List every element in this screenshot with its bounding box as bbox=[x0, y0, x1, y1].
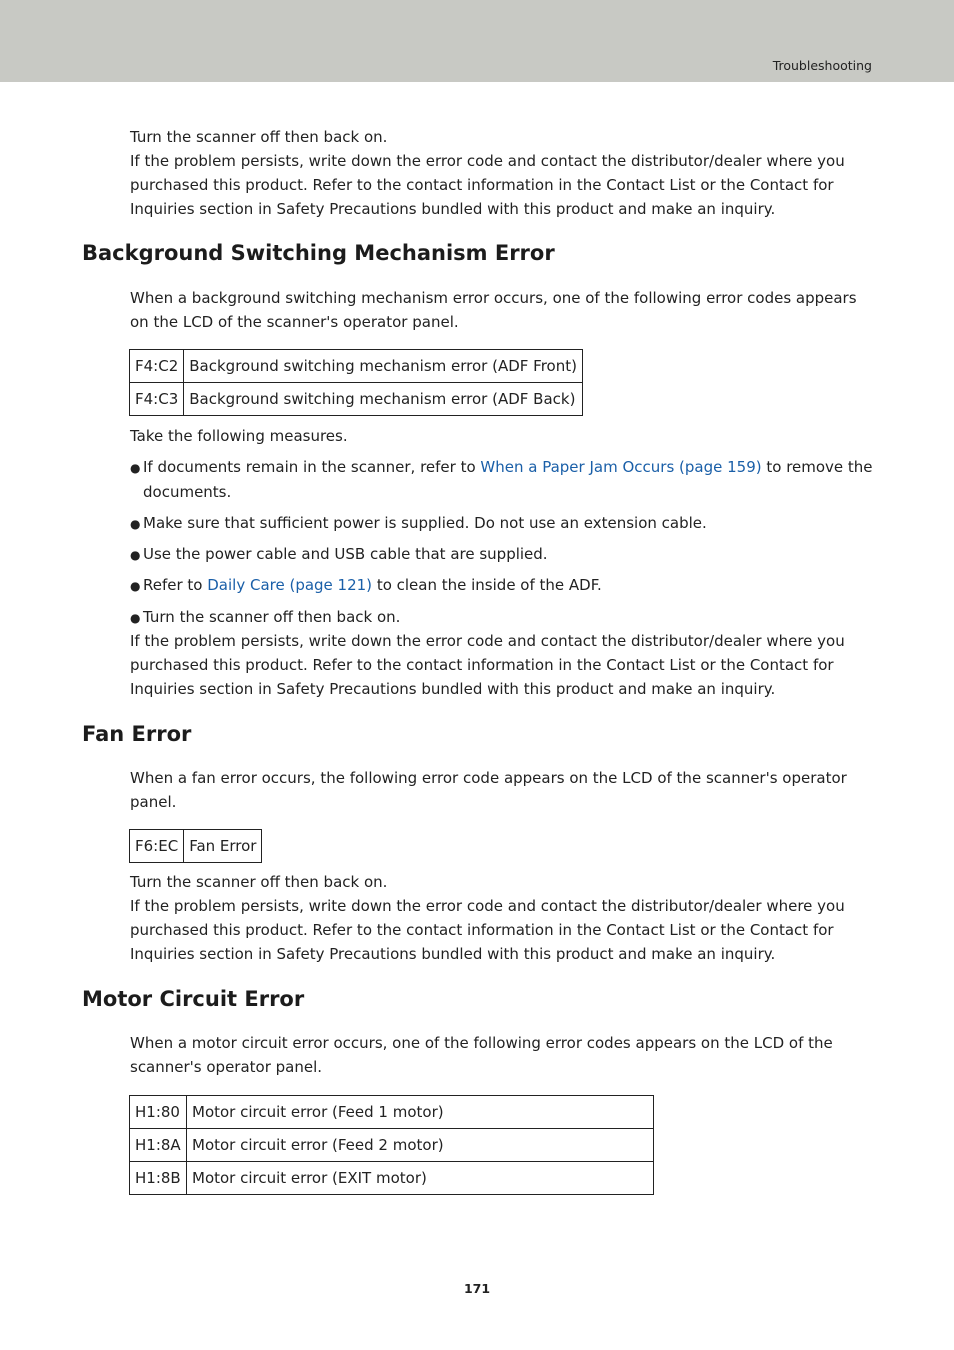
after-line: If the problem persists, write down the error code and contact the distributor/dealer where you bbox=[130, 632, 845, 650]
error-code: H1:8B bbox=[130, 1162, 187, 1195]
table-row bbox=[130, 1096, 654, 1129]
error-description: Fan Error bbox=[184, 830, 262, 863]
header-band bbox=[0, 0, 954, 82]
error-code-table-fan bbox=[129, 829, 262, 863]
measures-intro: Take the following measures. bbox=[130, 427, 348, 445]
intro-line: If the problem persists, write down the error code and contact the distributor/dealer where you bbox=[130, 152, 845, 170]
table-row bbox=[130, 350, 583, 383]
page-number: 171 bbox=[463, 1281, 491, 1296]
header-title: Troubleshooting bbox=[772, 58, 872, 73]
error-description: Background switching mechanism error (ADF Back) bbox=[184, 383, 583, 416]
error-code: F6:EC bbox=[130, 830, 184, 863]
section-desc: When a fan error occurs, the following error code appears on the LCD of the scanner's operator bbox=[130, 769, 847, 787]
error-description: Background switching mechanism error (ADF Front) bbox=[184, 350, 583, 383]
fan-line: If the problem persists, write down the error code and contact the distributor/dealer where you bbox=[130, 897, 845, 915]
table-row bbox=[130, 830, 262, 863]
table-row bbox=[130, 1162, 654, 1195]
section-title-motor-circuit: Motor Circuit Error bbox=[82, 987, 305, 1011]
bullet-continuation: documents. bbox=[143, 483, 232, 501]
bullet-item bbox=[130, 455, 873, 480]
section-desc: scanner's operator panel. bbox=[130, 1058, 323, 1076]
section-desc: When a motor circuit error occurs, one of the following error codes appears on the LCD of the bbox=[130, 1034, 833, 1052]
bullet-item bbox=[130, 511, 707, 536]
bullet-text: to clean the inside of the ADF. bbox=[372, 576, 602, 594]
section-title-background-switching: Background Switching Mechanism Error bbox=[82, 241, 555, 265]
bullet-text: Use the power cable and USB cable that are supplied. bbox=[143, 545, 548, 563]
error-code: F4:C2 bbox=[130, 350, 184, 383]
daily-care-link[interactable]: Daily Care (page 121) bbox=[207, 576, 373, 594]
after-line: Inquiries section in Safety Precautions bundled with this product and make an inquiry. bbox=[130, 680, 776, 698]
error-description: Motor circuit error (Feed 2 motor) bbox=[187, 1129, 654, 1162]
error-code-table-background bbox=[129, 349, 583, 416]
bullet-item bbox=[130, 605, 400, 630]
section-desc: When a background switching mechanism error occurs, one of the following error codes appears bbox=[130, 289, 857, 307]
fan-line: Inquiries section in Safety Precautions bundled with this product and make an inquiry. bbox=[130, 945, 776, 963]
section-title-fan-error: Fan Error bbox=[82, 722, 192, 746]
intro-line: purchased this product. Refer to the contact information in the Contact List or the Contact for bbox=[130, 176, 834, 194]
table-row bbox=[130, 1129, 654, 1162]
after-line: purchased this product. Refer to the contact information in the Contact List or the Contact for bbox=[130, 656, 834, 674]
fan-line: Turn the scanner off then back on. bbox=[130, 873, 388, 891]
bullet-dot-icon: ● bbox=[130, 548, 141, 562]
error-code: H1:80 bbox=[130, 1096, 187, 1129]
paper-jam-link[interactable]: When a Paper Jam Occurs (page 159) bbox=[480, 458, 762, 476]
bullet-text: Turn the scanner off then back on. bbox=[143, 608, 401, 626]
intro-line: Inquiries section in Safety Precautions bundled with this product and make an inquiry. bbox=[130, 200, 776, 218]
intro-line: Turn the scanner off then back on. bbox=[130, 128, 388, 146]
error-code-table-motor bbox=[129, 1095, 654, 1195]
bullet-item bbox=[130, 542, 548, 567]
section-desc: on the LCD of the scanner's operator panel. bbox=[130, 313, 459, 331]
error-code: H1:8A bbox=[130, 1129, 187, 1162]
bullet-dot-icon: ● bbox=[130, 517, 141, 531]
section-desc: panel. bbox=[130, 793, 177, 811]
fan-line: purchased this product. Refer to the contact information in the Contact List or the Contact for bbox=[130, 921, 834, 939]
bullet-item bbox=[130, 573, 602, 598]
bullet-text: Make sure that sufficient power is supplied. Do not use an extension cable. bbox=[143, 514, 707, 532]
error-description: Motor circuit error (Feed 1 motor) bbox=[187, 1096, 654, 1129]
bullet-text: If documents remain in the scanner, refer to bbox=[143, 458, 481, 476]
error-code: F4:C3 bbox=[130, 383, 184, 416]
bullet-dot-icon: ● bbox=[130, 579, 141, 593]
bullet-text: to remove the bbox=[761, 458, 873, 476]
bullet-dot-icon: ● bbox=[130, 461, 141, 475]
bullet-text: Refer to bbox=[143, 576, 208, 594]
error-description: Motor circuit error (EXIT motor) bbox=[187, 1162, 654, 1195]
table-row bbox=[130, 383, 583, 416]
bullet-dot-icon: ● bbox=[130, 611, 141, 625]
